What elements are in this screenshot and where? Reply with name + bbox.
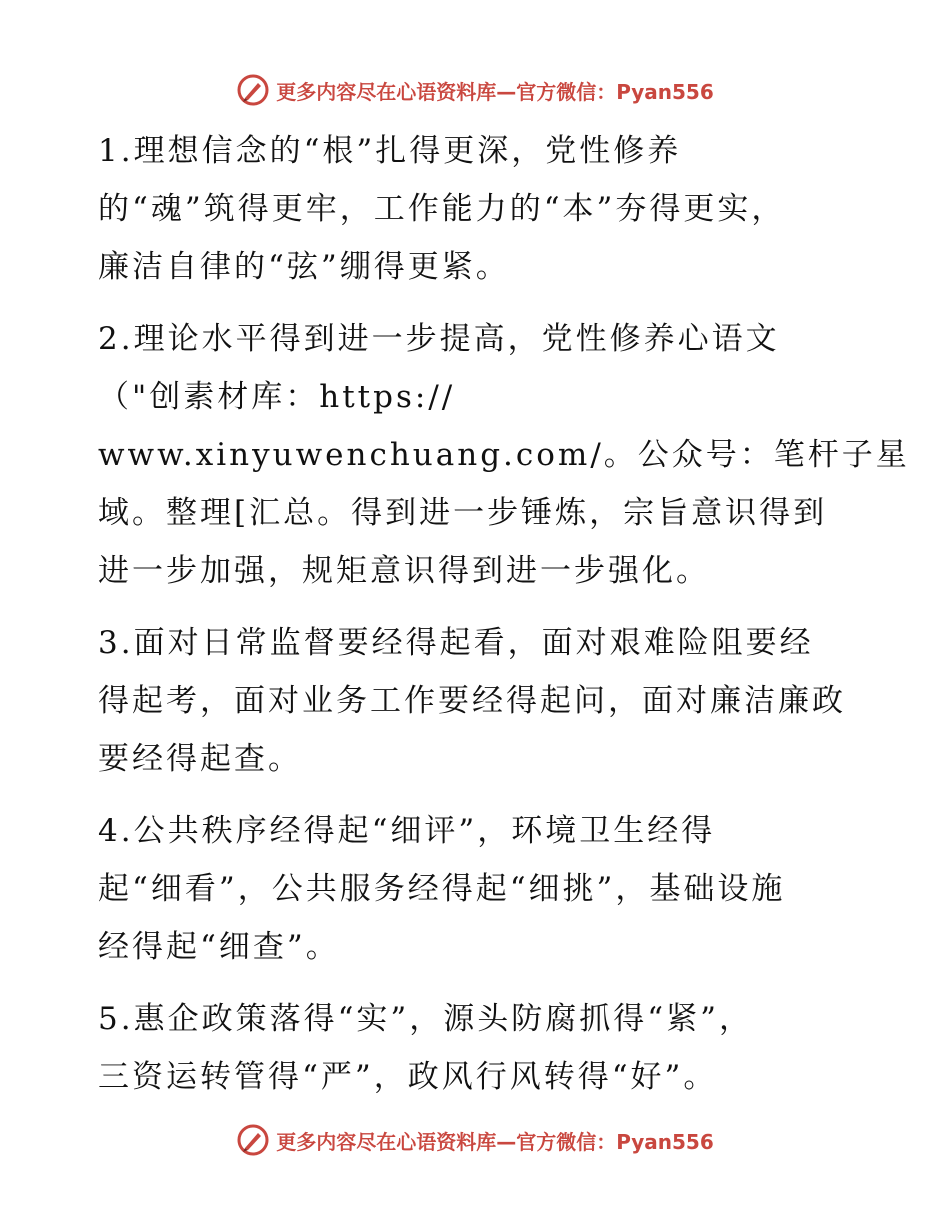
footer-banner <box>0 1120 950 1160</box>
paragraph-1 <box>98 122 858 296</box>
banner-text: 更多内容尽在心语资料库—官方微信：Pyan556 <box>276 1129 714 1154</box>
text-line: 要经得起查。 <box>98 741 302 777</box>
text-line: 进一步加强，规矩意识得到进一步强化。 <box>98 553 710 589</box>
text-line: 1.理想信念的“根”扎得更深，党性修养 <box>98 133 682 169</box>
document-body <box>98 122 910 1120</box>
text-line: 2.理论水平得到进一步提高，党性修养心语文 <box>98 321 780 357</box>
text-line: 5.惠企政策落得“实”，源头防腐抓得“紧”， <box>98 1001 753 1037</box>
text-line: 起“细看”，公共服务经得起“细挑”，基础设施 <box>98 871 786 907</box>
text-line: 经得起“细查”。 <box>98 929 340 965</box>
paragraph-3 <box>98 614 858 788</box>
text-line: 域。整理[汇总。得到进一步锤炼，宗旨意识得到 <box>98 495 828 531</box>
text-line: 得起考，面对业务工作要经得起问，面对廉洁廉政 <box>98 683 846 719</box>
paragraph-4 <box>98 802 858 976</box>
banner-text: 更多内容尽在心语资料库—官方微信：Pyan556 <box>276 79 714 104</box>
text-line: www.xinyuwenchuang.com/。公众号：笔杆子星 <box>98 437 910 473</box>
paragraph-5 <box>98 990 858 1106</box>
text-line: 三资运转管得“严”，政风行风转得“好”。 <box>98 1059 718 1095</box>
text-line: 的“魂”筑得更牢，工作能力的“本”夯得更实， <box>98 191 786 227</box>
text-line: 3.面对日常监督要经得起看，面对艰难险阻要经 <box>98 625 814 661</box>
pen-logo-icon <box>236 1123 270 1157</box>
text-line: （"创素材库：https:// <box>98 379 456 415</box>
text-line: 4.公共秩序经得起“细评”，环境卫生经得 <box>98 813 716 849</box>
header-banner <box>0 70 950 110</box>
paragraph-2 <box>98 310 910 600</box>
pen-logo-icon <box>236 73 270 107</box>
text-line: 廉洁自律的“弦”绷得更紧。 <box>98 249 510 285</box>
